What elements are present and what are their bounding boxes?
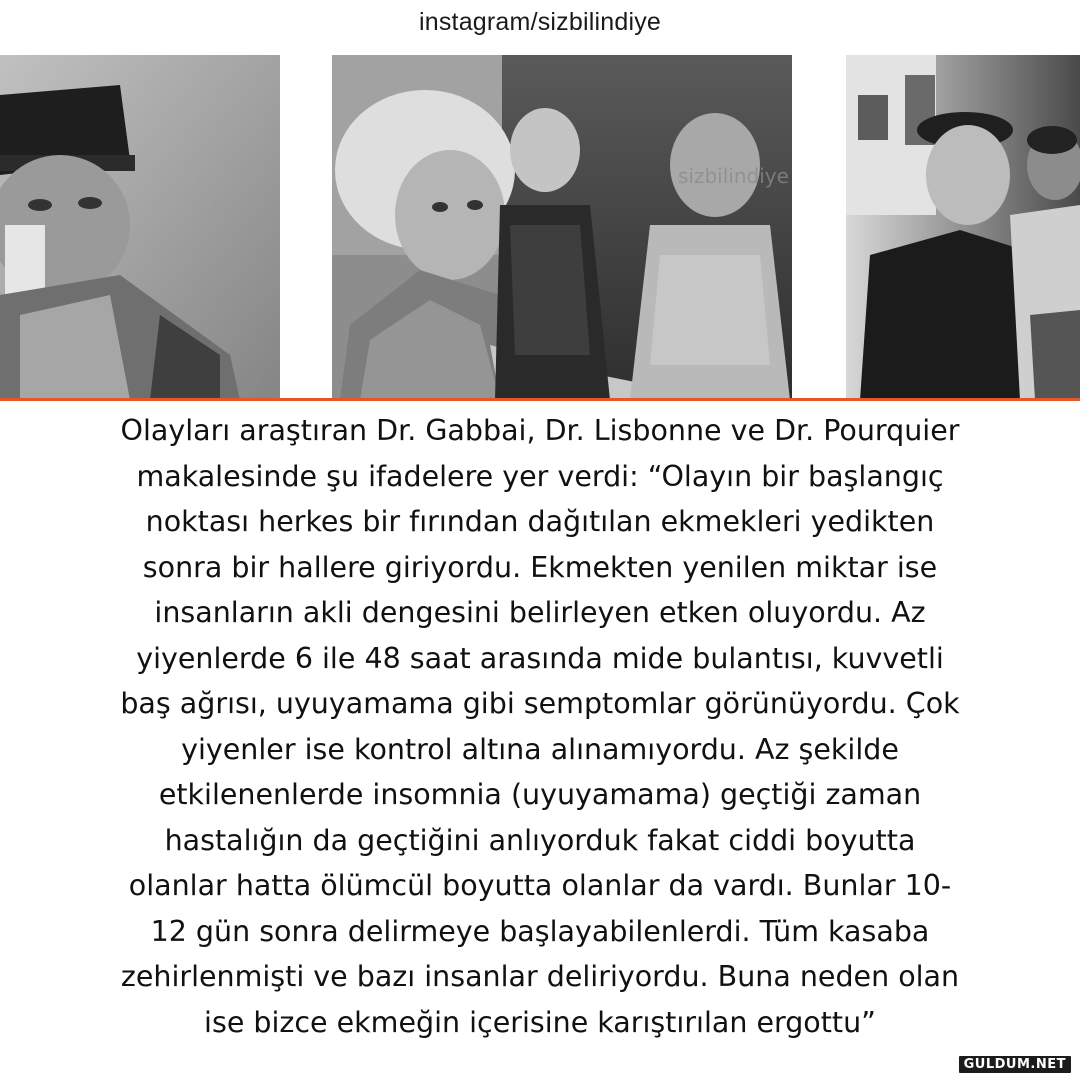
article-line: etkilenenlerde insomnia (uyuyamama) geçtiği zaman	[158, 778, 922, 811]
article-line: insanların akli dengesini belirleyen etken oluyordu. Az	[154, 596, 926, 629]
article-line: yiyenler ise kontrol altına alınamıyordu. Az şekilde	[181, 732, 899, 766]
article-text	[10, 408, 1070, 1045]
photo-panel-gendarme	[0, 55, 280, 400]
article-line: baş ağrısı, uyuyamama gibi semptomlar görünüyordu. Çok	[120, 687, 960, 720]
article-line: zehirlenmişti ve bazı insanlar deliriyordu. Buna neden olan	[120, 960, 960, 993]
article-line: Olayları araştıran Dr. Gabbai, Dr. Lisbonne ve Dr. Pourquier	[120, 414, 960, 447]
photo-overlay-watermark: sizbilindiye	[678, 164, 789, 188]
article-line: ise bizce ekmeğin içerisine karıştırılan ergottu”	[204, 1005, 876, 1039]
site-watermark: GULDUM.NET	[958, 1055, 1072, 1074]
article-line: 12 gün sonra delirmeye başlayabilenlerdi. Tüm kasaba	[150, 914, 930, 948]
instagram-handle: instagram/sizbilindiye	[419, 8, 661, 36]
article-line: hastalığın da geçtiğini anlıyorduk fakat ciddi boyutta	[164, 823, 916, 857]
article-line: sonra bir hallere giriyordu. Ekmekten yenilen miktar ise	[142, 550, 938, 584]
article-line: olanlar hatta ölümcül boyutta olanlar da vardı. Bunlar 10-	[128, 869, 952, 902]
article-line: makalesinde şu ifadelere yer verdi: “Olayın bir başlangıç	[136, 459, 944, 493]
photo-panel-street	[846, 55, 1080, 400]
article-line: yiyenlerde 6 ile 48 saat arasında mide bulantısı, kuvvetli	[136, 641, 944, 675]
article-line: noktası herkes bir fırından dağıtılan ekmekleri yedikten	[145, 505, 935, 538]
accent-divider	[0, 398, 1080, 401]
photo-panel-women	[332, 55, 792, 400]
historical-photo-strip	[0, 55, 1080, 400]
